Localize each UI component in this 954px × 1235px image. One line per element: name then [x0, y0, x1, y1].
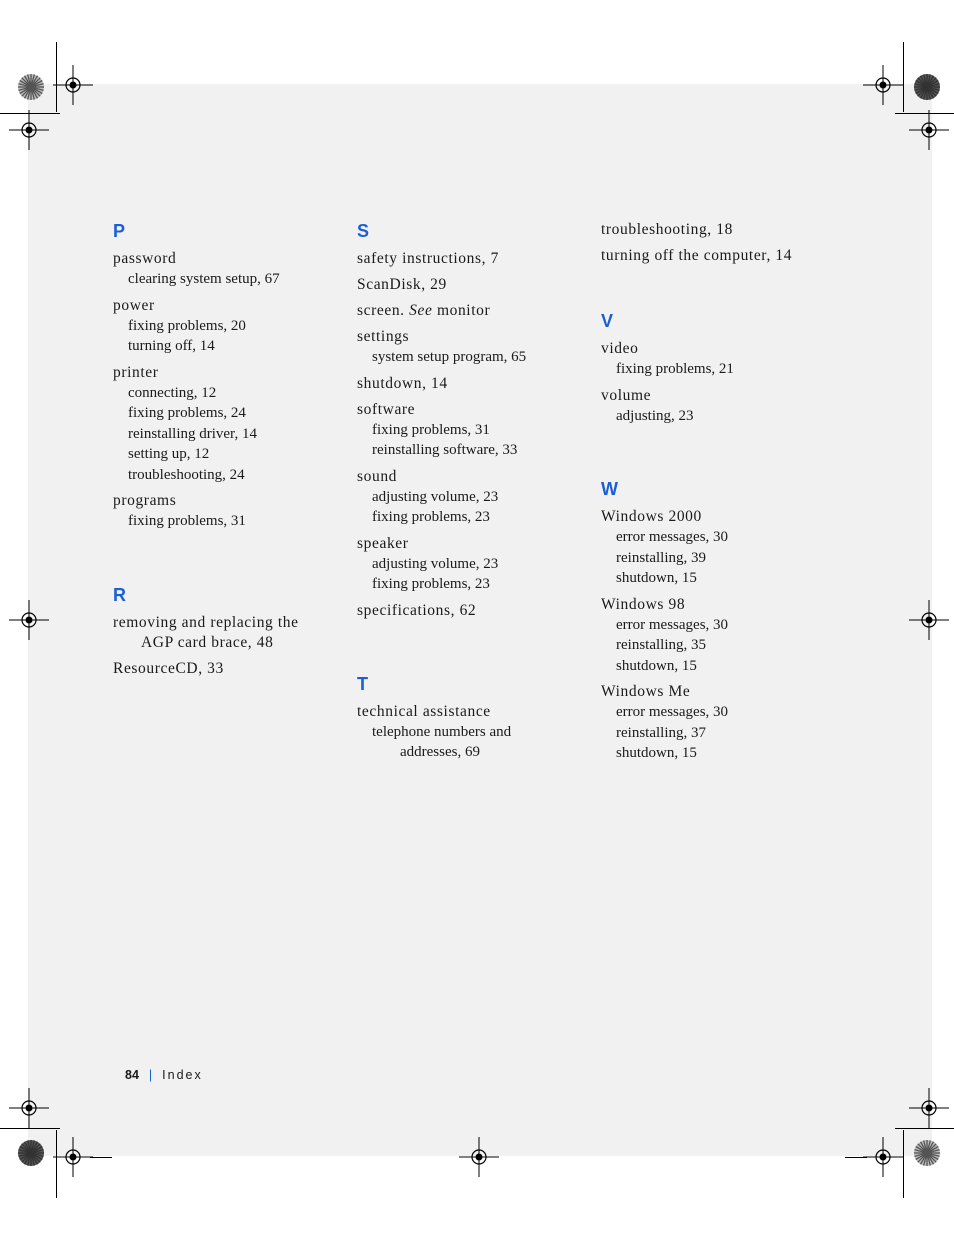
- index-term-text: ScanDisk, 29: [357, 276, 447, 293]
- trim-line: [90, 1157, 112, 1158]
- footer-section-title: Index: [162, 1068, 203, 1082]
- index-term-text: Windows 98: [601, 595, 686, 613]
- section-letter: P: [113, 221, 126, 241]
- section-letter: R: [113, 584, 126, 605]
- index-term: [601, 595, 831, 615]
- index-term-text: removing and replacing the: [113, 613, 299, 631]
- trim-line: [0, 1128, 60, 1129]
- index-term: [357, 301, 587, 321]
- index-subentry: reinstalling software, 33: [372, 442, 518, 458]
- crosshair-mark-icon: [909, 600, 949, 640]
- index-section: [601, 478, 831, 764]
- color-bar-target-icon: [17, 73, 45, 101]
- index-subentry: setting up, 12: [128, 446, 210, 462]
- index-term: [357, 702, 587, 722]
- index-term-text: volume: [601, 386, 652, 404]
- index-section: [113, 220, 343, 532]
- index-subentry: connecting, 12: [128, 384, 217, 401]
- index-subentry: error messages, 30: [616, 704, 729, 720]
- index-term-text: settings: [357, 328, 410, 345]
- index-term-continuation: AGP card brace, 48: [141, 633, 274, 651]
- index-column-3: [601, 220, 831, 816]
- index-term-text: troubleshooting, 18: [601, 221, 733, 238]
- index-entry: [113, 249, 343, 290]
- index-subentry: reinstalling, 37: [616, 724, 706, 741]
- index-subentry: shutdown, 15: [616, 745, 697, 761]
- index-section: [357, 220, 587, 621]
- index-term-text: sound: [357, 467, 398, 485]
- crosshair-mark-icon: [459, 1137, 499, 1177]
- crosshair-mark-icon: [9, 110, 49, 150]
- index-term-text: Windows 2000: [601, 508, 702, 525]
- index-subentry: error messages, 30: [616, 616, 729, 633]
- index-term: [357, 400, 587, 420]
- index-entry: [601, 682, 831, 764]
- index-subentry: adjusting, 23: [616, 407, 694, 424]
- index-subentry: troubleshooting, 24: [128, 466, 245, 483]
- trim-line: [903, 1130, 904, 1198]
- index-term: [601, 220, 831, 240]
- index-subentry: fixing problems, 31: [128, 513, 246, 529]
- index-column-2: [357, 220, 587, 815]
- index-term: [113, 613, 343, 633]
- index-entry: [357, 534, 587, 595]
- trim-line: [56, 1130, 57, 1198]
- index-entry: [357, 702, 587, 763]
- section-letter: W: [601, 479, 618, 499]
- color-bar-target-icon: [913, 1139, 941, 1167]
- index-term: [113, 491, 343, 511]
- index-subentry: fixing problems, 24: [128, 405, 246, 421]
- index-section: [601, 220, 831, 266]
- index-entry: [357, 275, 587, 295]
- index-section: [601, 310, 831, 426]
- index-subentry: reinstalling, 35: [616, 637, 706, 653]
- see-target: monitor: [436, 302, 491, 319]
- index-entry: [601, 595, 831, 677]
- index-term: [357, 467, 587, 487]
- index-entry: [357, 601, 587, 621]
- page-footer: [125, 1068, 203, 1082]
- index-subentry: error messages, 30: [616, 529, 729, 545]
- page-number: 84: [125, 1068, 139, 1082]
- index-term: [113, 659, 343, 679]
- index-entry: [357, 301, 587, 321]
- index-subentry: system setup program, 65: [372, 349, 527, 365]
- index-subentry: fixing problems, 23: [372, 509, 490, 525]
- index-subentry: fixing problems, 21: [616, 361, 734, 377]
- see-reference: See: [409, 302, 433, 319]
- index-column-1: [113, 220, 343, 731]
- index-subentry: adjusting volume, 23: [372, 488, 499, 505]
- index-term-text: Windows Me: [601, 683, 691, 700]
- index-term: [357, 327, 587, 347]
- trim-line: [895, 1128, 954, 1129]
- section-letter: V: [601, 311, 614, 331]
- index-subentry: reinstalling, 39: [616, 549, 706, 566]
- index-term-text: printer: [113, 363, 159, 381]
- trim-line: [56, 42, 57, 112]
- index-section: [113, 584, 343, 679]
- index-subentry: shutdown, 15: [616, 657, 697, 674]
- index-term-text: specifications, 62: [357, 601, 477, 619]
- crosshair-mark-icon: [9, 600, 49, 640]
- index-term: [113, 296, 343, 316]
- crosshair-mark-icon: [909, 110, 949, 150]
- index-term-text: power: [113, 296, 155, 314]
- index-section: [357, 673, 587, 763]
- index-term: [601, 246, 831, 266]
- trim-line: [845, 1157, 867, 1158]
- index-entry: [113, 296, 343, 357]
- index-subentry: fixing problems, 23: [372, 576, 490, 592]
- section-letter: S: [357, 221, 370, 241]
- section-letter: T: [357, 673, 368, 694]
- index-entry: [113, 491, 343, 532]
- index-entry: [601, 339, 831, 380]
- index-entry: [357, 467, 587, 528]
- trim-line: [0, 113, 60, 114]
- index-subentry: fixing problems, 20: [128, 317, 246, 334]
- index-entry: [357, 400, 587, 461]
- index-entry: [113, 363, 343, 486]
- crosshair-mark-icon: [863, 65, 903, 105]
- index-entry: [601, 220, 831, 240]
- index-term: [601, 339, 831, 359]
- index-term-text: turning off the computer, 14: [601, 247, 793, 264]
- index-term-text: shutdown, 14: [357, 374, 448, 392]
- crosshair-mark-icon: [53, 65, 93, 105]
- index-entry: [357, 249, 587, 269]
- color-bar-target-icon: [913, 73, 941, 101]
- index-term: [357, 534, 587, 554]
- index-term: [601, 386, 831, 406]
- footer-separator: |: [148, 1068, 153, 1082]
- index-term-text: ResourceCD, 33: [113, 659, 224, 677]
- trim-line: [895, 113, 954, 114]
- trim-line: [903, 42, 904, 112]
- index-entry: [601, 507, 831, 589]
- crosshair-mark-icon: [53, 1137, 93, 1177]
- index-subentry-continuation: addresses, 69: [400, 744, 480, 760]
- index-term-text: speaker: [357, 534, 409, 552]
- index-entry: [113, 659, 343, 679]
- index-term-text: screen.: [357, 302, 405, 319]
- color-bar-target-icon: [17, 1139, 45, 1167]
- index-term: [357, 601, 587, 621]
- crosshair-mark-icon: [863, 1137, 903, 1177]
- index-term-text: software: [357, 400, 416, 418]
- index-term-text: technical assistance: [357, 702, 491, 720]
- index-term: [113, 363, 343, 383]
- index-subentry: fixing problems, 31: [372, 421, 490, 438]
- index-subentry: reinstalling driver, 14: [128, 425, 257, 442]
- index-term-text: password: [113, 250, 177, 267]
- index-entry: [601, 246, 831, 266]
- index-term: [357, 275, 587, 295]
- index-subentry: shutdown, 15: [616, 570, 697, 586]
- index-subentry: turning off, 14: [128, 338, 215, 354]
- index-term: [601, 507, 831, 527]
- index-subentry: telephone numbers and: [372, 723, 512, 740]
- index-entry: [357, 327, 587, 368]
- index-entry: [113, 613, 343, 653]
- index-term-text: safety instructions, 7: [357, 250, 499, 267]
- index-term: [601, 682, 831, 702]
- crosshair-mark-icon: [909, 1088, 949, 1128]
- index-term: [357, 249, 587, 269]
- index-entry: [357, 374, 587, 394]
- index-entry: [601, 386, 831, 427]
- index-subentry: adjusting volume, 23: [372, 555, 499, 572]
- index-term-text: programs: [113, 492, 177, 509]
- index-term: [357, 374, 587, 394]
- index-term: [113, 249, 343, 269]
- index-term-text: video: [601, 340, 639, 357]
- crosshair-mark-icon: [9, 1088, 49, 1128]
- index-subentry: clearing system setup, 67: [128, 271, 280, 287]
